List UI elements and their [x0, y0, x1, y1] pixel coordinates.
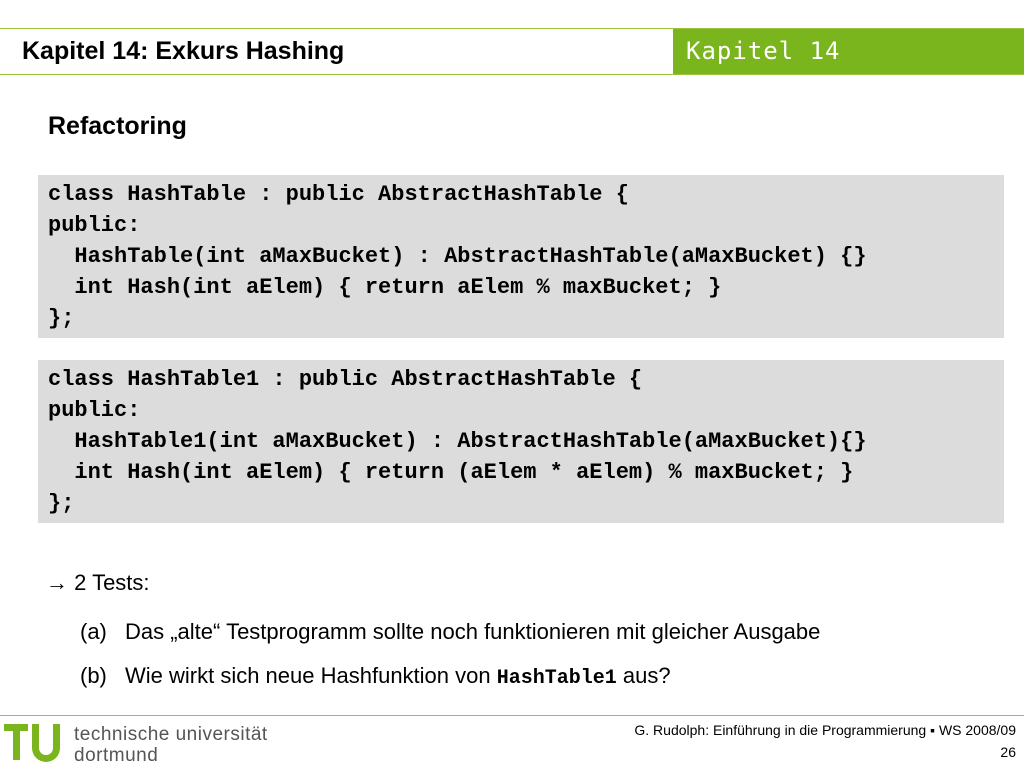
footer-rule — [0, 715, 1024, 716]
code-line: public: — [48, 398, 141, 423]
section-subtitle: Refactoring — [48, 112, 187, 140]
item-text-b — [125, 663, 671, 690]
code-block-hashtable — [38, 175, 1004, 338]
item-text-b-before: Wie wirkt sich neue Hashfunktion von — [125, 663, 497, 688]
slide-title: Kapitel 14: Exkurs Hashing — [22, 37, 345, 65]
header-rule — [0, 74, 1024, 75]
tests-intro: → 2 Tests: — [46, 570, 150, 595]
footer-credit: G. Rudolph: Einführung in die Programmierung ▪ WS 2008/09 — [634, 722, 1016, 738]
chapter-label: Kapitel 14 — [686, 37, 841, 65]
item-text-a: Das „alte“ Testprogramm sollte noch funktionieren mit gleicher Ausgabe — [125, 619, 821, 644]
tu-logo-icon — [4, 718, 68, 766]
code-line: public: — [48, 213, 141, 238]
item-marker-b: (b) — [80, 663, 107, 688]
item-text-b-after: aus? — [616, 663, 671, 688]
code-line: }; — [48, 306, 75, 331]
code-block-hashtable1 — [38, 360, 1004, 523]
code-line: HashTable1(int aMaxBucket) : AbstractHashTable(aMaxBucket){} — [48, 429, 867, 454]
logo-text-line2: dortmund — [74, 745, 159, 766]
code-line: class HashTable : public AbstractHashTable { — [48, 182, 629, 207]
code-line: HashTable(int aMaxBucket) : AbstractHashTable(aMaxBucket) {} — [48, 244, 867, 269]
page-number: 26 — [1000, 744, 1016, 760]
code-line: int Hash(int aElem) { return aElem % maxBucket; } — [48, 275, 722, 300]
code-line: class HashTable1 : public AbstractHashTable { — [48, 367, 643, 392]
item-marker-a: (a) — [80, 619, 107, 644]
code-line: }; — [48, 491, 75, 516]
logo-text-line1: technische universität — [74, 724, 268, 745]
code-line: int Hash(int aElem) { return (aElem * aElem) % maxBucket; } — [48, 460, 854, 485]
inline-code-hashtable1: HashTable1 — [496, 667, 617, 690]
